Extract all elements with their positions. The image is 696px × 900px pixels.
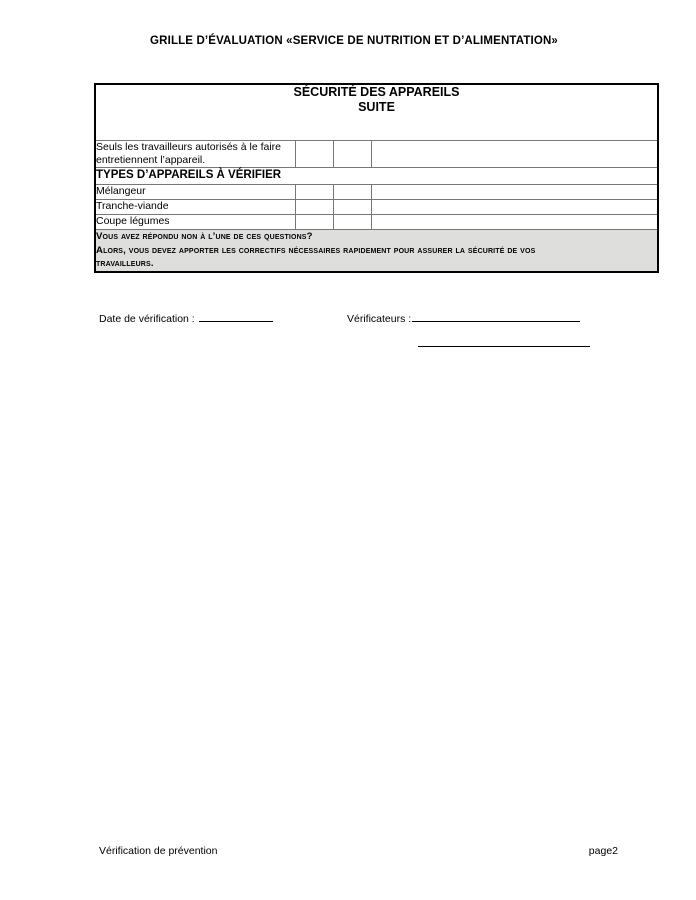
warning-line-3: travailleurs. [96,258,154,270]
table-header-line1: SÉCURITÉ DES APPAREILS [293,85,460,99]
table-row [96,185,658,200]
signature-area [0,306,696,366]
item-label: Tranche-viande [96,200,296,215]
date-verification-field [99,311,273,325]
date-verification-input[interactable] [199,311,273,322]
item-remark-cell[interactable] [372,215,658,230]
verifiers-field [347,311,580,325]
table-header-cell [96,85,658,141]
table-warning-row [96,230,658,272]
item-label: Coupe légumes [96,215,296,230]
page-footer [0,845,696,861]
item-yes-cell[interactable] [296,200,334,215]
item-yes-cell[interactable] [296,185,334,200]
evaluation-table [95,84,658,272]
evaluation-table-wrapper [95,84,658,272]
verifiers-label: Vérificateurs : [347,313,412,325]
section-header-appliance-types: TYPES D’APPAREILS À VÉRIFIER [96,168,658,185]
footer-document-name: Vérification de prévention [99,845,218,857]
item-no-cell[interactable] [334,200,372,215]
question-label: Seuls les travailleurs autorisés à le faire entretiennent l’appareil. [96,141,296,168]
item-remark-cell[interactable] [372,185,658,200]
table-row [96,200,658,215]
table-row [96,215,658,230]
item-yes-cell[interactable] [296,215,334,230]
question-no-cell[interactable] [334,141,372,168]
item-remark-cell[interactable] [372,200,658,215]
item-no-cell[interactable] [334,185,372,200]
warning-block [96,230,658,272]
item-no-cell[interactable] [334,215,372,230]
warning-line-2: Alors, vous devez apporter les correctifs nécessaires rapidement pour assurer la sécurité de vos [96,244,536,256]
table-row [96,141,658,168]
table-header-line2: SUITE [358,100,395,114]
verifiers-input-2[interactable] [418,346,590,347]
date-verification-label: Date de vérification : [99,313,195,325]
table-section-header-row [96,168,658,185]
item-label: Mélangeur [96,185,296,200]
verifiers-input[interactable] [412,311,580,322]
footer-page-number: page2 [588,845,618,857]
warning-line-1: Vous avez répondu non à l’une de ces questions? [96,231,313,242]
page-title: GRILLE D’ÉVALUATION «SERVICE DE NUTRITION ET D’ALIMENTATION» [150,35,558,47]
question-yes-cell[interactable] [296,141,334,168]
question-remark-cell[interactable] [372,141,658,168]
table-header-row [96,85,658,141]
